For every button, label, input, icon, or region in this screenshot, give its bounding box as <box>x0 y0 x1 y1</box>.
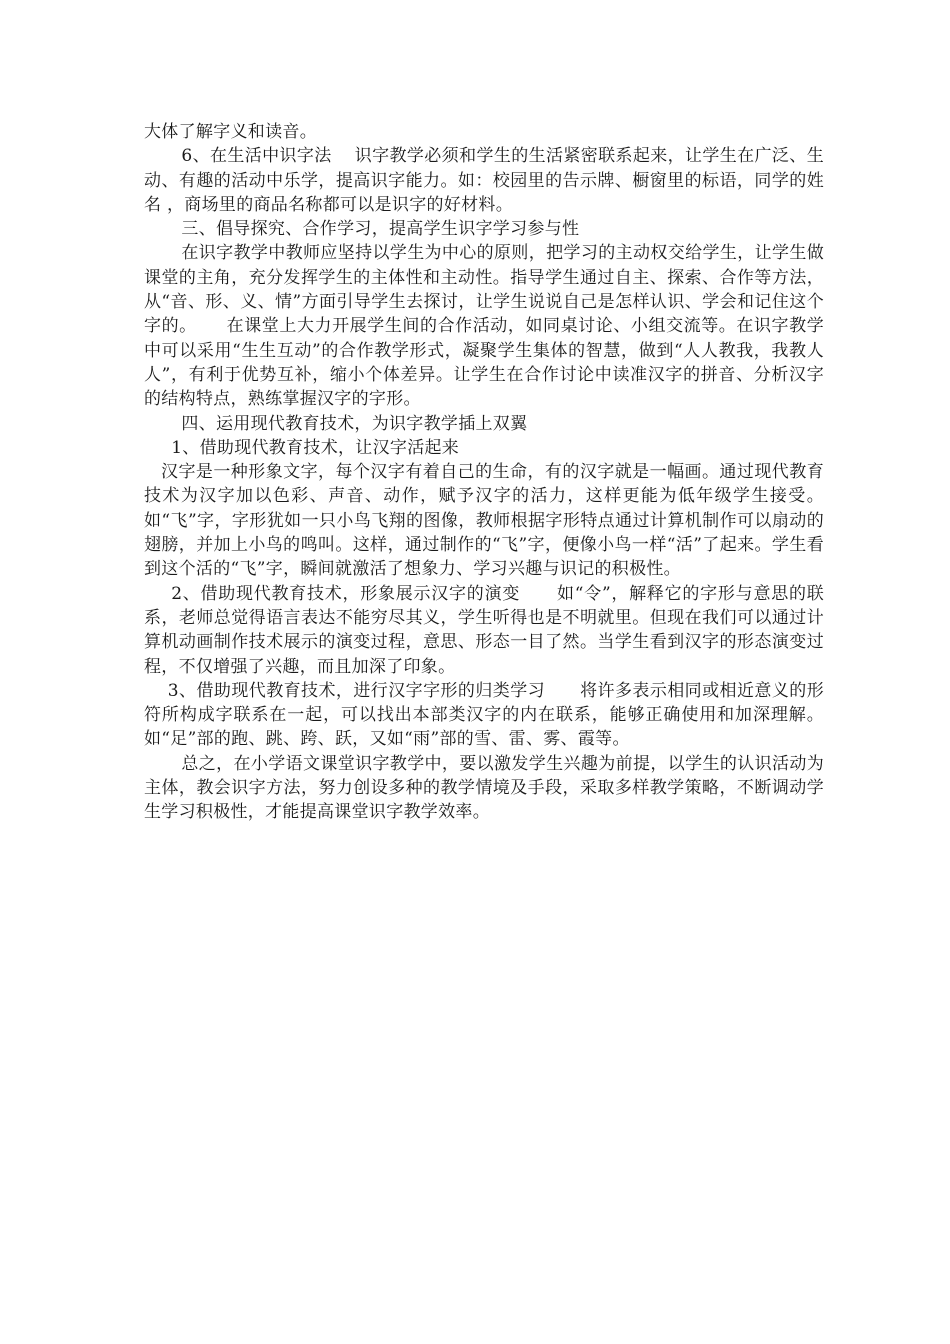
paragraph-cooperative-learning: 在识字教学中教师应坚持以学生为中心的原则，把学习的主动权交给学生，让学生做课堂的主角，充分发挥学生的主体性和主动性。指导学生通过自主、探索、合作等方法，从“音、形、义、情”方面引导学生去探讨，让学生说说自己是怎样认识、学会和记住这个字的。 在课堂上大力开展学生间的合作活动，如同桌讨论、小组交流等。在识字教学中可以采用“生生互动”的合作教学形式，凝聚学生集体的智慧，做到“人人教我，我教人人”，有利于优势互补，缩小个体差异。让学生在合作讨论中读准汉字的拼音、分析汉字的结构特点，熟练掌握汉字的字形。 <box>144 243 824 410</box>
paragraph-continuation: 大体了解字义和读音。 <box>144 122 317 142</box>
subheading-one: 1、借助现代教育技术，让汉字活起来 <box>171 437 460 458</box>
paragraph-life-literacy: 6、在生活中识字法 识字教学必须和学生的生活紧密联系起来，让学生在广泛、生动、有趣的活动中乐学，提高识字能力。如：校园里的告示牌、橱窗里的标语，同学的姓名 ，商场里的商品名称都可以是识字的好材料。 <box>144 146 824 215</box>
paragraph-fei-character: 汉字是一种形象文字，每个汉字有着自己的生命，有的汉字就是一幅画。通过现代教育技术为汉字加以色彩、声音、动作，赋予汉字的活力，这样更能为低年级学生接受。如“飞”字，字形犹如一只小鸟飞翔的图像，教师根据字形特点通过计算机制作可以扇动的翅膀，并加上小鸟的鸣叫。这样，通过制作的“飞”字，便像小鸟一样“活”了起来。学生看到这个活的“飞”字，瞬间就激活了想象力、学习兴趣与识记的积极性。 <box>144 462 824 580</box>
paragraph-classification: 3、借助现代教育技术，进行汉字字形的归类学习 将许多表示相同或相近意义的形符所构成字联系在一起，可以找出本部类汉字的内在联系，能够正确使用和加深理解。如“足”部的跑、跳、跨、跃，又如“雨”部的雪、雷、雾、霞等。 <box>144 680 824 750</box>
section-heading-three: 三、倡导探究、合作学习，提高学生识字学习参与性 <box>181 219 580 240</box>
document-body <box>144 120 824 825</box>
section-heading-four: 四、运用现代教育技术，为识字教学插上双翼 <box>181 413 528 434</box>
paragraph-ling-evolution: 2、借助现代教育技术，形象展示汉字的演变 如“令”，解释它的字形与意思的联系，老师总觉得语言表达不能穷尽其义，学生听得也是不明就里。但现在我们可以通过计算机动画制作技术展示的演变过程，意思、形态一目了然。当学生看到汉字的形态演变过程，不仅增强了兴趣，而且加深了印象。 <box>144 583 824 677</box>
paragraph-conclusion: 总之，在小学语文课堂识字教学中，要以激发学生兴趣为前提，以学生的认识活动为主体，教会识字方法，努力创设多种的教学情境及手段，采取多样教学策略，不断调动学生学习积极性，才能提高课堂识字教学效率。 <box>144 753 824 823</box>
